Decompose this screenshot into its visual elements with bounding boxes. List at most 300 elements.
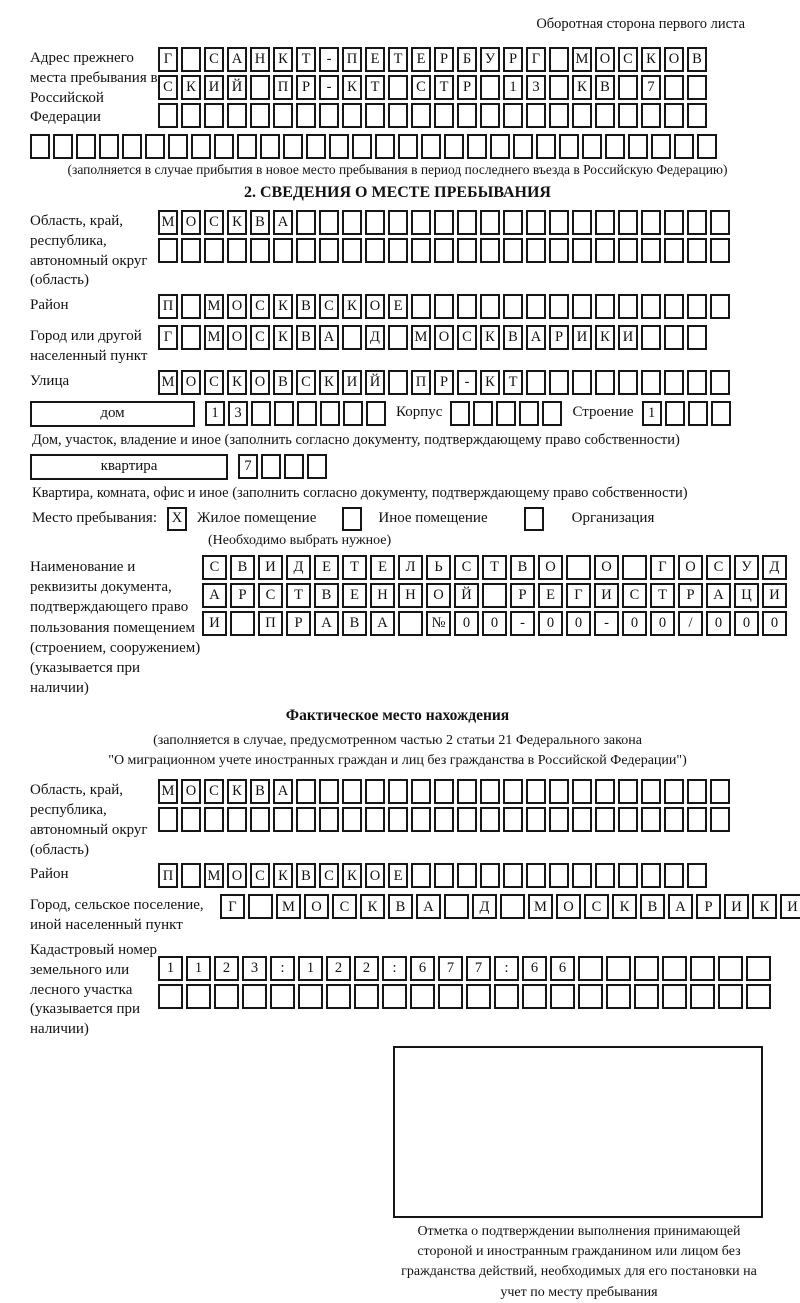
form-cell[interactable] xyxy=(250,238,270,263)
form-cell[interactable] xyxy=(375,134,395,159)
form-cell[interactable]: А xyxy=(416,894,441,919)
form-cell[interactable] xyxy=(411,238,431,263)
form-cell[interactable]: П xyxy=(158,863,178,888)
form-cell[interactable]: Т xyxy=(388,47,408,72)
form-cell[interactable] xyxy=(342,103,362,128)
form-cell[interactable]: 6 xyxy=(410,956,435,981)
form-cell[interactable] xyxy=(186,984,211,1009)
form-cell[interactable]: К xyxy=(227,779,247,804)
form-cell[interactable] xyxy=(227,103,247,128)
form-cell[interactable]: О xyxy=(556,894,581,919)
stamp-box[interactable] xyxy=(393,1046,763,1218)
form-cell[interactable] xyxy=(641,807,661,832)
form-cell[interactable] xyxy=(250,807,270,832)
form-cell[interactable] xyxy=(595,103,615,128)
form-cell[interactable]: С xyxy=(411,75,431,100)
form-cell[interactable] xyxy=(664,294,684,319)
form-cell[interactable] xyxy=(526,370,546,395)
form-cell[interactable] xyxy=(320,401,340,426)
form-cell[interactable]: О xyxy=(227,863,247,888)
form-cell[interactable]: В xyxy=(250,210,270,235)
form-cell[interactable] xyxy=(572,238,592,263)
form-cell[interactable] xyxy=(710,370,730,395)
form-cell[interactable] xyxy=(572,294,592,319)
form-cell[interactable] xyxy=(158,807,178,832)
form-cell[interactable] xyxy=(500,894,525,919)
form-cell[interactable] xyxy=(410,984,435,1009)
form-cell[interactable] xyxy=(411,294,431,319)
form-cell[interactable] xyxy=(622,555,647,580)
form-cell[interactable] xyxy=(298,984,323,1009)
form-cell[interactable]: О xyxy=(538,555,563,580)
form-cell[interactable] xyxy=(496,401,516,426)
form-cell[interactable]: М xyxy=(204,863,224,888)
form-cell[interactable] xyxy=(503,238,523,263)
form-cell[interactable] xyxy=(618,294,638,319)
form-cell[interactable] xyxy=(503,210,523,235)
form-cell[interactable] xyxy=(503,863,523,888)
form-cell[interactable]: А xyxy=(202,583,227,608)
form-cell[interactable] xyxy=(204,238,224,263)
form-cell[interactable] xyxy=(434,103,454,128)
form-cell[interactable] xyxy=(473,401,493,426)
form-cell[interactable] xyxy=(746,956,771,981)
form-cell[interactable] xyxy=(181,103,201,128)
form-cell[interactable]: Г xyxy=(158,325,178,350)
form-cell[interactable]: 2 xyxy=(214,956,239,981)
form-cell[interactable] xyxy=(307,454,327,479)
form-cell[interactable] xyxy=(718,956,743,981)
form-cell[interactable]: Р xyxy=(230,583,255,608)
form-cell[interactable] xyxy=(342,238,362,263)
form-cell[interactable]: : xyxy=(382,956,407,981)
form-cell[interactable] xyxy=(342,779,362,804)
form-cell[interactable]: В xyxy=(314,583,339,608)
form-cell[interactable] xyxy=(296,807,316,832)
form-cell[interactable] xyxy=(388,779,408,804)
form-cell[interactable] xyxy=(651,134,671,159)
form-cell[interactable]: О xyxy=(181,370,201,395)
form-cell[interactable] xyxy=(582,134,602,159)
form-cell[interactable]: 0 xyxy=(566,611,591,636)
form-cell[interactable]: А xyxy=(273,779,293,804)
form-cell[interactable] xyxy=(438,984,463,1009)
form-cell[interactable] xyxy=(710,779,730,804)
form-cell[interactable]: К xyxy=(181,75,201,100)
form-cell[interactable] xyxy=(641,325,661,350)
form-cell[interactable]: М xyxy=(411,325,431,350)
form-cell[interactable]: С xyxy=(204,779,224,804)
form-cell[interactable] xyxy=(204,807,224,832)
form-cell[interactable] xyxy=(503,294,523,319)
form-cell[interactable] xyxy=(641,210,661,235)
form-cell[interactable] xyxy=(665,401,685,426)
form-cell[interactable]: / xyxy=(678,611,703,636)
checkbox-residential[interactable]: X xyxy=(167,507,187,531)
form-cell[interactable] xyxy=(326,984,351,1009)
form-cell[interactable] xyxy=(641,779,661,804)
form-cell[interactable] xyxy=(388,103,408,128)
form-cell[interactable] xyxy=(490,134,510,159)
checkbox-other-premises[interactable] xyxy=(342,507,362,531)
form-cell[interactable]: Т xyxy=(365,75,385,100)
form-cell[interactable] xyxy=(181,863,201,888)
form-cell[interactable]: М xyxy=(528,894,553,919)
form-cell[interactable]: П xyxy=(411,370,431,395)
form-cell[interactable]: И xyxy=(258,555,283,580)
form-cell[interactable] xyxy=(398,611,423,636)
form-cell[interactable] xyxy=(526,103,546,128)
form-cell[interactable]: С xyxy=(202,555,227,580)
form-cell[interactable] xyxy=(664,807,684,832)
form-cell[interactable] xyxy=(145,134,165,159)
form-cell[interactable] xyxy=(365,238,385,263)
form-cell[interactable]: В xyxy=(640,894,665,919)
form-cell[interactable] xyxy=(260,134,280,159)
form-cell[interactable] xyxy=(411,863,431,888)
form-cell[interactable] xyxy=(480,210,500,235)
form-cell[interactable]: К xyxy=(319,370,339,395)
form-cell[interactable] xyxy=(572,370,592,395)
form-cell[interactable]: 0 xyxy=(482,611,507,636)
form-cell[interactable]: 7 xyxy=(466,956,491,981)
form-cell[interactable] xyxy=(641,863,661,888)
form-cell[interactable]: У xyxy=(480,47,500,72)
form-cell[interactable] xyxy=(274,401,294,426)
form-cell[interactable] xyxy=(434,238,454,263)
form-cell[interactable] xyxy=(270,984,295,1009)
form-cell[interactable] xyxy=(457,863,477,888)
form-cell[interactable] xyxy=(329,134,349,159)
form-cell[interactable] xyxy=(618,75,638,100)
form-cell[interactable]: Р xyxy=(434,47,454,72)
form-cell[interactable] xyxy=(618,210,638,235)
form-cell[interactable]: К xyxy=(227,210,247,235)
form-cell[interactable]: В xyxy=(296,863,316,888)
form-cell[interactable]: О xyxy=(594,555,619,580)
form-cell[interactable] xyxy=(365,103,385,128)
form-cell[interactable]: Д xyxy=(472,894,497,919)
form-cell[interactable] xyxy=(411,210,431,235)
form-cell[interactable] xyxy=(227,807,247,832)
form-cell[interactable] xyxy=(572,779,592,804)
form-cell[interactable]: М xyxy=(158,779,178,804)
form-cell[interactable] xyxy=(618,370,638,395)
form-cell[interactable]: 6 xyxy=(522,956,547,981)
form-cell[interactable]: Р xyxy=(696,894,721,919)
form-cell[interactable] xyxy=(746,984,771,1009)
form-cell[interactable]: Д xyxy=(365,325,385,350)
form-cell[interactable]: К xyxy=(480,370,500,395)
form-cell[interactable] xyxy=(480,294,500,319)
form-cell[interactable] xyxy=(664,779,684,804)
form-cell[interactable]: - xyxy=(594,611,619,636)
form-cell[interactable]: Й xyxy=(365,370,385,395)
form-cell[interactable] xyxy=(181,47,201,72)
form-cell[interactable]: А xyxy=(227,47,247,72)
form-cell[interactable]: С xyxy=(332,894,357,919)
form-cell[interactable] xyxy=(388,370,408,395)
form-cell[interactable]: 3 xyxy=(228,401,248,426)
form-cell[interactable] xyxy=(388,325,408,350)
form-cell[interactable] xyxy=(342,807,362,832)
form-cell[interactable] xyxy=(606,984,631,1009)
form-cell[interactable] xyxy=(251,401,271,426)
form-cell[interactable]: И xyxy=(762,583,787,608)
form-cell[interactable] xyxy=(296,779,316,804)
form-cell[interactable] xyxy=(411,779,431,804)
form-cell[interactable] xyxy=(690,984,715,1009)
form-cell[interactable]: - xyxy=(319,75,339,100)
form-cell[interactable]: С xyxy=(296,370,316,395)
form-cell[interactable] xyxy=(466,984,491,1009)
form-cell[interactable]: Й xyxy=(454,583,479,608)
form-cell[interactable]: С xyxy=(319,294,339,319)
form-cell[interactable]: 0 xyxy=(734,611,759,636)
form-cell[interactable]: 0 xyxy=(762,611,787,636)
form-cell[interactable] xyxy=(572,103,592,128)
form-cell[interactable] xyxy=(526,210,546,235)
form-cell[interactable] xyxy=(687,807,707,832)
form-cell[interactable] xyxy=(641,370,661,395)
form-cell[interactable] xyxy=(250,75,270,100)
form-cell[interactable] xyxy=(242,984,267,1009)
form-cell[interactable]: 6 xyxy=(550,956,575,981)
form-cell[interactable] xyxy=(158,103,178,128)
form-cell[interactable]: В xyxy=(342,611,367,636)
form-cell[interactable] xyxy=(628,134,648,159)
form-cell[interactable] xyxy=(549,294,569,319)
form-cell[interactable] xyxy=(457,103,477,128)
form-cell[interactable]: : xyxy=(494,956,519,981)
form-cell[interactable] xyxy=(710,294,730,319)
form-cell[interactable]: 1 xyxy=(158,956,183,981)
form-cell[interactable]: М xyxy=(158,210,178,235)
form-cell[interactable]: Д xyxy=(762,555,787,580)
form-cell[interactable] xyxy=(122,134,142,159)
form-cell[interactable]: В xyxy=(687,47,707,72)
form-cell[interactable]: 0 xyxy=(622,611,647,636)
form-cell[interactable] xyxy=(158,238,178,263)
form-cell[interactable] xyxy=(634,956,659,981)
form-cell[interactable] xyxy=(467,134,487,159)
form-cell[interactable]: С xyxy=(622,583,647,608)
form-cell[interactable] xyxy=(618,779,638,804)
form-cell[interactable]: О xyxy=(365,863,385,888)
form-cell[interactable] xyxy=(688,401,708,426)
form-cell[interactable]: И xyxy=(594,583,619,608)
form-cell[interactable] xyxy=(687,238,707,263)
form-cell[interactable]: К xyxy=(342,294,362,319)
form-cell[interactable]: К xyxy=(273,294,293,319)
form-cell[interactable]: Н xyxy=(398,583,423,608)
form-cell[interactable] xyxy=(664,325,684,350)
form-cell[interactable]: 0 xyxy=(538,611,563,636)
form-cell[interactable] xyxy=(284,454,304,479)
form-cell[interactable]: П xyxy=(273,75,293,100)
form-cell[interactable] xyxy=(572,863,592,888)
form-cell[interactable]: С xyxy=(204,370,224,395)
form-cell[interactable]: Ь xyxy=(426,555,451,580)
form-cell[interactable] xyxy=(606,956,631,981)
form-cell[interactable]: 7 xyxy=(238,454,258,479)
form-cell[interactable] xyxy=(457,807,477,832)
form-cell[interactable]: Т xyxy=(434,75,454,100)
form-cell[interactable]: П xyxy=(342,47,362,72)
form-cell[interactable]: Г xyxy=(566,583,591,608)
form-cell[interactable] xyxy=(687,779,707,804)
form-cell[interactable] xyxy=(457,238,477,263)
form-cell[interactable]: Т xyxy=(650,583,675,608)
form-cell[interactable]: К xyxy=(342,863,362,888)
form-cell[interactable]: Р xyxy=(510,583,535,608)
form-cell[interactable]: Е xyxy=(388,294,408,319)
form-cell[interactable] xyxy=(273,238,293,263)
form-cell[interactable] xyxy=(674,134,694,159)
form-cell[interactable] xyxy=(549,238,569,263)
form-cell[interactable]: И xyxy=(202,611,227,636)
form-cell[interactable] xyxy=(526,238,546,263)
form-cell[interactable] xyxy=(450,401,470,426)
form-cell[interactable]: И xyxy=(572,325,592,350)
form-cell[interactable]: Д xyxy=(286,555,311,580)
form-cell[interactable]: 3 xyxy=(242,956,267,981)
form-cell[interactable]: М xyxy=(204,325,224,350)
form-cell[interactable] xyxy=(237,134,257,159)
form-cell[interactable] xyxy=(457,294,477,319)
form-cell[interactable]: К xyxy=(595,325,615,350)
form-cell[interactable]: К xyxy=(752,894,777,919)
form-cell[interactable]: М xyxy=(158,370,178,395)
form-cell[interactable]: А xyxy=(370,611,395,636)
form-cell[interactable]: И xyxy=(204,75,224,100)
form-cell[interactable] xyxy=(434,294,454,319)
form-cell[interactable]: № xyxy=(426,611,451,636)
form-cell[interactable] xyxy=(319,210,339,235)
form-cell[interactable] xyxy=(227,238,247,263)
form-cell[interactable] xyxy=(526,863,546,888)
form-cell[interactable] xyxy=(457,779,477,804)
form-cell[interactable]: Р xyxy=(678,583,703,608)
form-cell[interactable] xyxy=(618,807,638,832)
form-cell[interactable] xyxy=(687,75,707,100)
form-cell[interactable] xyxy=(710,238,730,263)
form-cell[interactable] xyxy=(618,238,638,263)
form-cell[interactable]: К xyxy=(641,47,661,72)
form-cell[interactable] xyxy=(536,134,556,159)
form-cell[interactable]: В xyxy=(296,294,316,319)
form-cell[interactable] xyxy=(158,984,183,1009)
checkbox-organization[interactable] xyxy=(524,507,544,531)
form-cell[interactable] xyxy=(662,984,687,1009)
form-cell[interactable] xyxy=(181,294,201,319)
form-cell[interactable] xyxy=(250,103,270,128)
form-cell[interactable] xyxy=(711,401,731,426)
form-cell[interactable] xyxy=(641,103,661,128)
form-cell[interactable] xyxy=(480,103,500,128)
form-cell[interactable] xyxy=(76,134,96,159)
form-cell[interactable]: А xyxy=(273,210,293,235)
form-cell[interactable]: 1 xyxy=(205,401,225,426)
form-cell[interactable] xyxy=(434,863,454,888)
form-cell[interactable]: Р xyxy=(549,325,569,350)
form-cell[interactable]: К xyxy=(572,75,592,100)
form-cell[interactable]: А xyxy=(668,894,693,919)
form-cell[interactable]: Е xyxy=(411,47,431,72)
form-cell[interactable] xyxy=(664,210,684,235)
apartment-field[interactable]: квартира xyxy=(30,454,228,480)
form-cell[interactable] xyxy=(434,779,454,804)
form-cell[interactable]: К xyxy=(273,325,293,350)
form-cell[interactable] xyxy=(388,75,408,100)
form-cell[interactable]: Л xyxy=(398,555,423,580)
form-cell[interactable] xyxy=(365,210,385,235)
form-cell[interactable] xyxy=(181,325,201,350)
form-cell[interactable] xyxy=(434,210,454,235)
form-cell[interactable] xyxy=(634,984,659,1009)
form-cell[interactable]: К xyxy=(273,47,293,72)
form-cell[interactable]: И xyxy=(724,894,749,919)
form-cell[interactable] xyxy=(566,555,591,580)
form-cell[interactable] xyxy=(503,779,523,804)
form-cell[interactable] xyxy=(480,807,500,832)
form-cell[interactable] xyxy=(457,210,477,235)
form-cell[interactable]: 1 xyxy=(186,956,211,981)
form-cell[interactable]: В xyxy=(510,555,535,580)
form-cell[interactable] xyxy=(526,807,546,832)
form-cell[interactable]: Т xyxy=(296,47,316,72)
form-cell[interactable] xyxy=(398,134,418,159)
form-cell[interactable]: 0 xyxy=(454,611,479,636)
form-cell[interactable] xyxy=(388,238,408,263)
form-cell[interactable]: 2 xyxy=(354,956,379,981)
form-cell[interactable] xyxy=(283,134,303,159)
form-cell[interactable] xyxy=(480,863,500,888)
form-cell[interactable]: 7 xyxy=(641,75,661,100)
form-cell[interactable] xyxy=(352,134,372,159)
form-cell[interactable]: Г xyxy=(650,555,675,580)
form-cell[interactable] xyxy=(526,779,546,804)
form-cell[interactable] xyxy=(687,325,707,350)
form-cell[interactable]: - xyxy=(510,611,535,636)
form-cell[interactable] xyxy=(710,807,730,832)
form-cell[interactable]: О xyxy=(227,325,247,350)
form-cell[interactable] xyxy=(595,294,615,319)
form-cell[interactable]: - xyxy=(319,47,339,72)
form-cell[interactable] xyxy=(319,807,339,832)
form-cell[interactable]: О xyxy=(664,47,684,72)
form-cell[interactable]: Р xyxy=(503,47,523,72)
form-cell[interactable] xyxy=(296,103,316,128)
form-cell[interactable]: 1 xyxy=(503,75,523,100)
form-cell[interactable] xyxy=(248,894,273,919)
form-cell[interactable] xyxy=(595,210,615,235)
form-cell[interactable]: М xyxy=(276,894,301,919)
form-cell[interactable]: С xyxy=(250,863,270,888)
form-cell[interactable] xyxy=(662,956,687,981)
form-cell[interactable] xyxy=(296,210,316,235)
form-cell[interactable] xyxy=(572,807,592,832)
house-field[interactable]: дом xyxy=(30,401,195,427)
form-cell[interactable]: Р xyxy=(286,611,311,636)
form-cell[interactable] xyxy=(549,807,569,832)
form-cell[interactable] xyxy=(261,454,281,479)
form-cell[interactable] xyxy=(664,863,684,888)
form-cell[interactable] xyxy=(181,238,201,263)
form-cell[interactable]: М xyxy=(572,47,592,72)
form-cell[interactable] xyxy=(343,401,363,426)
form-cell[interactable]: О xyxy=(227,294,247,319)
